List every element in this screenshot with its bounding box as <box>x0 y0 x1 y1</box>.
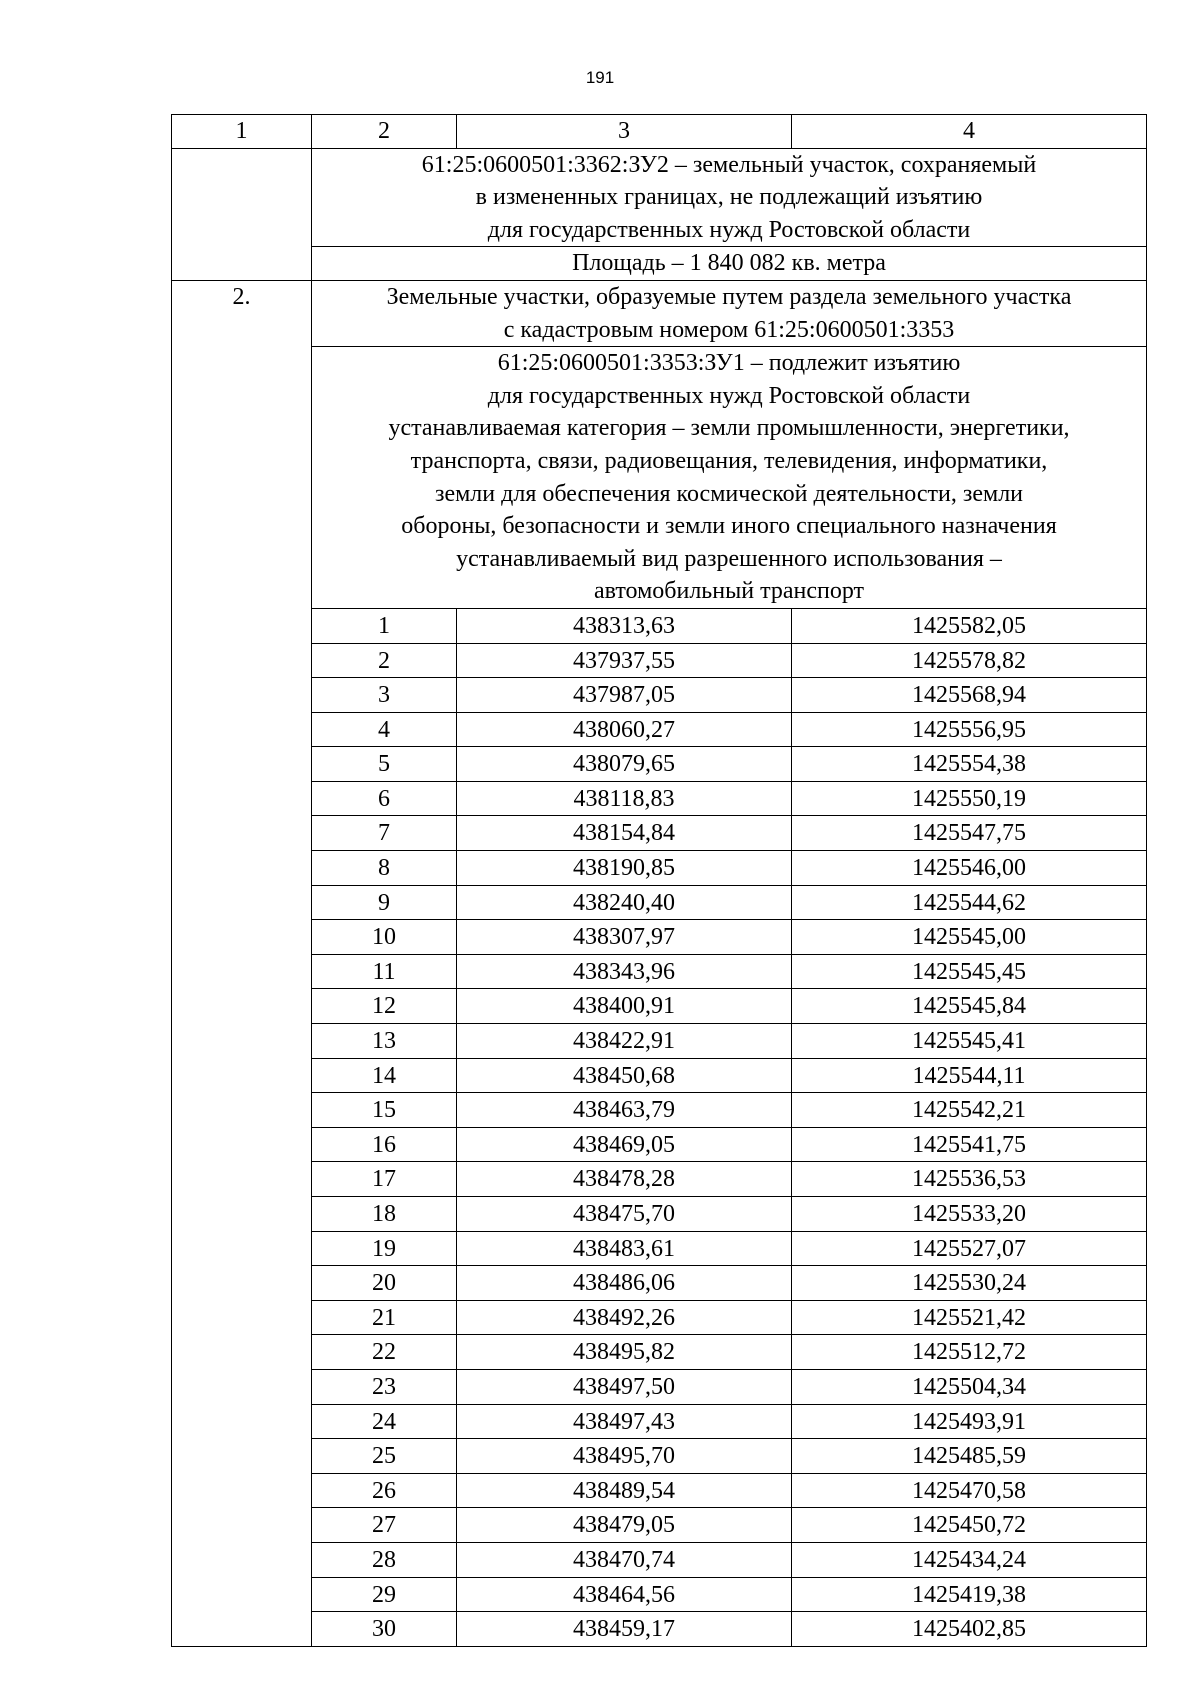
coordinate-x: 438497,43 <box>457 1404 792 1439</box>
coordinate-y: 1425485,59 <box>792 1439 1147 1474</box>
coordinate-x: 438495,82 <box>457 1335 792 1370</box>
point-number: 8 <box>312 851 457 886</box>
point-number: 10 <box>312 920 457 955</box>
coordinate-y: 1425402,85 <box>792 1612 1147 1647</box>
coordinate-y: 1425545,45 <box>792 954 1147 989</box>
coordinate-y: 1425582,05 <box>792 608 1147 643</box>
point-number: 5 <box>312 747 457 782</box>
point-number: 14 <box>312 1058 457 1093</box>
section-title-line: с кадастровым номером 61:25:0600501:3353 <box>503 316 955 343</box>
coordinate-y: 1425550,19 <box>792 781 1147 816</box>
point-number: 4 <box>312 712 457 747</box>
plot-description-line: земли для обеспечения космической деятельности, земли <box>434 480 1024 507</box>
header-row <box>172 115 1147 149</box>
coordinate-y: 1425544,11 <box>792 1058 1147 1093</box>
coordinate-x: 438307,97 <box>457 920 792 955</box>
coordinate-row <box>172 1473 1147 1508</box>
coordinate-row <box>172 1577 1147 1612</box>
coordinate-row <box>172 1197 1147 1232</box>
empty-number-cell <box>172 148 312 280</box>
coordinate-row <box>172 1162 1147 1197</box>
coordinate-row <box>172 816 1147 851</box>
header-cell-1: 1 <box>172 115 312 149</box>
coordinate-y: 1425578,82 <box>792 643 1147 678</box>
point-number: 7 <box>312 816 457 851</box>
plot-description-line: устанавливаемый вид разрешенного использования – <box>456 545 1002 572</box>
coordinate-row <box>172 643 1147 678</box>
coordinate-y: 1425547,75 <box>792 816 1147 851</box>
point-number: 26 <box>312 1473 457 1508</box>
coordinate-row <box>172 1127 1147 1162</box>
coordinate-x: 438475,70 <box>457 1197 792 1232</box>
coordinate-x: 438240,40 <box>457 885 792 920</box>
page-number: 191 <box>585 68 615 87</box>
coordinate-x: 438463,79 <box>457 1093 792 1128</box>
coordinate-y: 1425450,72 <box>792 1508 1147 1543</box>
coordinate-row <box>172 1335 1147 1370</box>
retained-plot-description <box>312 148 1147 247</box>
coordinate-y: 1425542,21 <box>792 1093 1147 1128</box>
coordinate-y: 1425546,00 <box>792 851 1147 886</box>
coordinate-x: 438469,05 <box>457 1127 792 1162</box>
coordinate-y: 1425434,24 <box>792 1542 1147 1577</box>
point-number: 15 <box>312 1093 457 1128</box>
coordinate-x: 438497,50 <box>457 1369 792 1404</box>
point-number: 18 <box>312 1197 457 1232</box>
coordinate-row <box>172 1508 1147 1543</box>
point-number: 21 <box>312 1300 457 1335</box>
coordinate-row <box>172 1231 1147 1266</box>
coordinate-x: 438492,26 <box>457 1300 792 1335</box>
coordinate-x: 438343,96 <box>457 954 792 989</box>
coordinate-y: 1425533,20 <box>792 1197 1147 1232</box>
coordinate-row <box>172 1024 1147 1059</box>
coordinate-y: 1425545,00 <box>792 920 1147 955</box>
point-number: 23 <box>312 1369 457 1404</box>
coordinate-x: 438190,85 <box>457 851 792 886</box>
point-number: 9 <box>312 885 457 920</box>
plot-description-line: 61:25:0600501:3353:ЗУ1 – подлежит изъятию <box>497 350 961 377</box>
coordinate-x: 438079,65 <box>457 747 792 782</box>
coordinate-x: 437937,55 <box>457 643 792 678</box>
coordinate-row <box>172 1093 1147 1128</box>
coordinate-y: 1425419,38 <box>792 1577 1147 1612</box>
point-number: 19 <box>312 1231 457 1266</box>
coordinate-x: 438486,06 <box>457 1266 792 1301</box>
coordinate-row <box>172 851 1147 886</box>
point-number: 24 <box>312 1404 457 1439</box>
point-number: 16 <box>312 1127 457 1162</box>
coordinate-row <box>172 747 1147 782</box>
coordinate-row <box>172 989 1147 1024</box>
retained-plot-area: Площадь – 1 840 082 кв. метра <box>312 247 1147 281</box>
coordinate-row <box>172 781 1147 816</box>
coordinate-y: 1425568,94 <box>792 678 1147 713</box>
point-number: 20 <box>312 1266 457 1301</box>
retained-plot-area-row <box>172 247 1147 281</box>
coordinate-y: 1425512,72 <box>792 1335 1147 1370</box>
section-title-line: Земельные участки, образуемые путем раздела земельного участка <box>386 283 1072 310</box>
point-number: 29 <box>312 1577 457 1612</box>
header-cell-2: 2 <box>312 115 457 149</box>
coordinate-x: 438450,68 <box>457 1058 792 1093</box>
coordinate-y: 1425470,58 <box>792 1473 1147 1508</box>
header-cell-4: 4 <box>792 115 1147 149</box>
retained-plot-line: для государственных нужд Ростовской области <box>487 216 971 243</box>
coordinate-row <box>172 1612 1147 1647</box>
coordinate-y: 1425493,91 <box>792 1404 1147 1439</box>
coordinate-x: 438060,27 <box>457 712 792 747</box>
point-number: 27 <box>312 1508 457 1543</box>
coordinate-row <box>172 920 1147 955</box>
coordinate-x: 438483,61 <box>457 1231 792 1266</box>
coordinate-row <box>172 1439 1147 1474</box>
retained-plot-row <box>172 148 1147 247</box>
coordinate-x: 437987,05 <box>457 678 792 713</box>
coordinate-row <box>172 885 1147 920</box>
point-number: 1 <box>312 608 457 643</box>
point-number: 2 <box>312 643 457 678</box>
retained-plot-line: 61:25:0600501:3362:ЗУ2 – земельный участок, сохраняемый <box>421 151 1037 178</box>
plot-description-line: обороны, безопасности и земли иного специального назначения <box>401 513 1057 540</box>
coordinate-row <box>172 608 1147 643</box>
coordinate-row <box>172 1300 1147 1335</box>
coordinate-y: 1425544,62 <box>792 885 1147 920</box>
coordinate-y: 1425554,38 <box>792 747 1147 782</box>
coordinate-x: 438422,91 <box>457 1024 792 1059</box>
plot-description-line: автомобильный транспорт <box>593 578 865 605</box>
coordinate-x: 438479,05 <box>457 1508 792 1543</box>
coordinate-x: 438464,56 <box>457 1577 792 1612</box>
coordinate-y: 1425504,34 <box>792 1369 1147 1404</box>
coordinate-y: 1425530,24 <box>792 1266 1147 1301</box>
coordinate-y: 1425527,07 <box>792 1231 1147 1266</box>
point-number: 11 <box>312 954 457 989</box>
point-number: 3 <box>312 678 457 713</box>
plot-description-line: устанавливаемая категория – земли промышленности, энергетики, <box>388 415 1070 442</box>
header-cell-3: 3 <box>457 115 792 149</box>
section-number: 2. <box>172 280 312 1646</box>
coordinate-row <box>172 954 1147 989</box>
coordinate-x: 438313,63 <box>457 608 792 643</box>
coordinate-row <box>172 1266 1147 1301</box>
coordinate-row <box>172 1404 1147 1439</box>
coordinate-y: 1425545,84 <box>792 989 1147 1024</box>
coordinate-x: 438118,83 <box>457 781 792 816</box>
coordinate-row <box>172 712 1147 747</box>
plot-description-row <box>172 347 1147 609</box>
point-number: 17 <box>312 1162 457 1197</box>
coordinate-x: 438495,70 <box>457 1439 792 1474</box>
plot-description <box>312 347 1147 609</box>
plot-description-line: транспорта, связи, радиовещания, телевидения, информатики, <box>410 447 1048 474</box>
section-title <box>312 280 1147 346</box>
coordinate-x: 438459,17 <box>457 1612 792 1647</box>
coordinate-y: 1425556,95 <box>792 712 1147 747</box>
coordinate-x: 438470,74 <box>457 1542 792 1577</box>
coordinate-y: 1425536,53 <box>792 1162 1147 1197</box>
coordinate-y: 1425541,75 <box>792 1127 1147 1162</box>
coordinate-x: 438489,54 <box>457 1473 792 1508</box>
coordinate-x: 438400,91 <box>457 989 792 1024</box>
point-number: 13 <box>312 1024 457 1059</box>
coordinate-x: 438478,28 <box>457 1162 792 1197</box>
coordinate-y: 1425521,42 <box>792 1300 1147 1335</box>
coordinate-x: 438154,84 <box>457 816 792 851</box>
plot-description-line: для государственных нужд Ростовской области <box>487 382 971 409</box>
retained-plot-line: в измененных границах, не подлежащий изъятию <box>475 184 983 211</box>
point-number: 28 <box>312 1542 457 1577</box>
coordinate-row <box>172 1369 1147 1404</box>
land-plot-table <box>171 114 1147 1647</box>
point-number: 6 <box>312 781 457 816</box>
coordinate-y: 1425545,41 <box>792 1024 1147 1059</box>
point-number: 25 <box>312 1439 457 1474</box>
coordinate-row <box>172 1058 1147 1093</box>
coordinate-row <box>172 678 1147 713</box>
point-number: 12 <box>312 989 457 1024</box>
coordinate-row <box>172 1542 1147 1577</box>
point-number: 30 <box>312 1612 457 1647</box>
section-title-row <box>172 280 1147 346</box>
point-number: 22 <box>312 1335 457 1370</box>
